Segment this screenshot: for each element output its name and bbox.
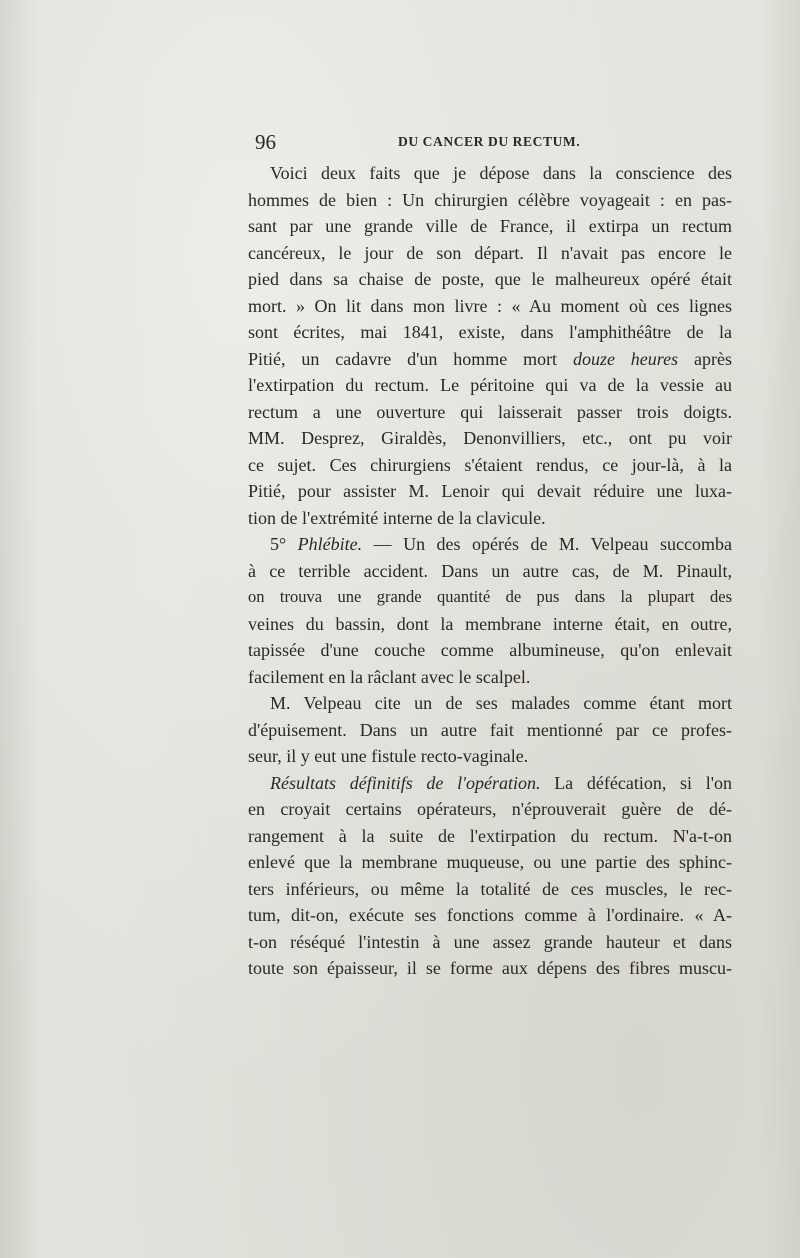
text-segment: La défécation, si l'on	[554, 772, 733, 793]
italic-phrase: douze heures	[572, 348, 679, 369]
text-line: tum, dit-on, exécute ses fonctions comme à l'ordinaire. « A-	[248, 905, 732, 925]
section-heading-phlebite: Phlébite.	[297, 534, 363, 554]
text-line: en croyait certains opérateurs, n'éprouverait guère de dé-	[248, 799, 732, 819]
text-line: hommes de bien : Un chirurgien célèbre voyageait : en pas-	[248, 189, 732, 210]
text-line: Pitié, pour assister M. Lenoir qui devait réduire une luxa-	[248, 481, 732, 501]
section-line-resultats	[248, 770, 732, 797]
text-line-with-italic	[248, 346, 732, 373]
text-line: sont écrites, mai 1841, existe, dans l'amphithéâtre de la	[248, 322, 732, 342]
text-line: sant par une grande ville de France, il extirpa un rectum	[248, 216, 732, 236]
body-text	[248, 160, 732, 982]
text-line: M. Velpeau cite un de ses malades comme étant mort	[270, 693, 732, 713]
text-line: t-on réséqué l'intestin à une assez grande hauteur et dans	[248, 931, 732, 952]
section-number: 5°	[270, 534, 287, 554]
text-line: ce sujet. Ces chirurgiens s'étaient rendus, ce jour-là, à la	[248, 454, 732, 475]
text-line: on trouva une grande quantité de pus dans la plupart des	[248, 587, 732, 606]
text-line: veines du bassin, dont la membrane interne était, en outre,	[248, 613, 732, 634]
text-line: seur, il y eut une fistule recto-vaginale.	[248, 746, 529, 766]
section-heading-resultats: Résultats définitifs de l'opération.	[270, 772, 541, 793]
section-line-phlebite	[248, 531, 732, 558]
text-line: mort. » On lit dans mon livre : « Au moment où ces lignes	[248, 295, 732, 316]
text-line: rangement à la suite de l'extirpation du rectum. N'a-t-on	[248, 825, 732, 846]
text-line: ters inférieurs, ou même la totalité de ces muscles, le rec-	[248, 878, 732, 899]
running-title: DU CANCER DU RECTUM.	[398, 134, 581, 149]
text-line: MM. Desprez, Giraldès, Denonvilliers, etc., ont pu voir	[248, 428, 732, 448]
text-line: Voici deux faits que je dépose dans la conscience des	[270, 163, 732, 183]
text-line: rectum a une ouverture qui laisserait passer trois doigts.	[248, 401, 732, 422]
text-line: cancéreux, le jour de son départ. Il n'avait pas encore le	[248, 242, 732, 263]
text-line: pied dans sa chaise de poste, que le malheureux opéré était	[248, 269, 732, 289]
text-line: à ce terrible accident. Dans un autre cas, de M. Pinault,	[248, 560, 732, 581]
running-head	[255, 128, 730, 156]
text-line: d'épuisement. Dans un autre fait mentionné par ce profes-	[248, 719, 732, 740]
text-segment: Pitié, un cadavre d'un homme mort	[248, 348, 558, 369]
text-segment: après	[694, 348, 732, 369]
text-line: tion de l'extrémité interne de la clavicule.	[248, 507, 546, 528]
text-line: l'extirpation du rectum. Le péritoine qui va de la vessie au	[248, 375, 732, 395]
text-segment: — Un des opérés de M. Velpeau succomba	[373, 534, 732, 554]
text-line: enlevé que la membrane muqueuse, ou une partie des sphinc-	[248, 852, 732, 872]
page-number: 96	[255, 130, 276, 154]
text-line: tapissée d'une couche comme albumineuse, qu'on enlevait	[248, 640, 732, 660]
text-line: facilement en la râclant avec le scalpel.	[248, 666, 531, 687]
text-line: toute son épaisseur, il se forme aux dépens des fibres muscu-	[248, 958, 732, 978]
